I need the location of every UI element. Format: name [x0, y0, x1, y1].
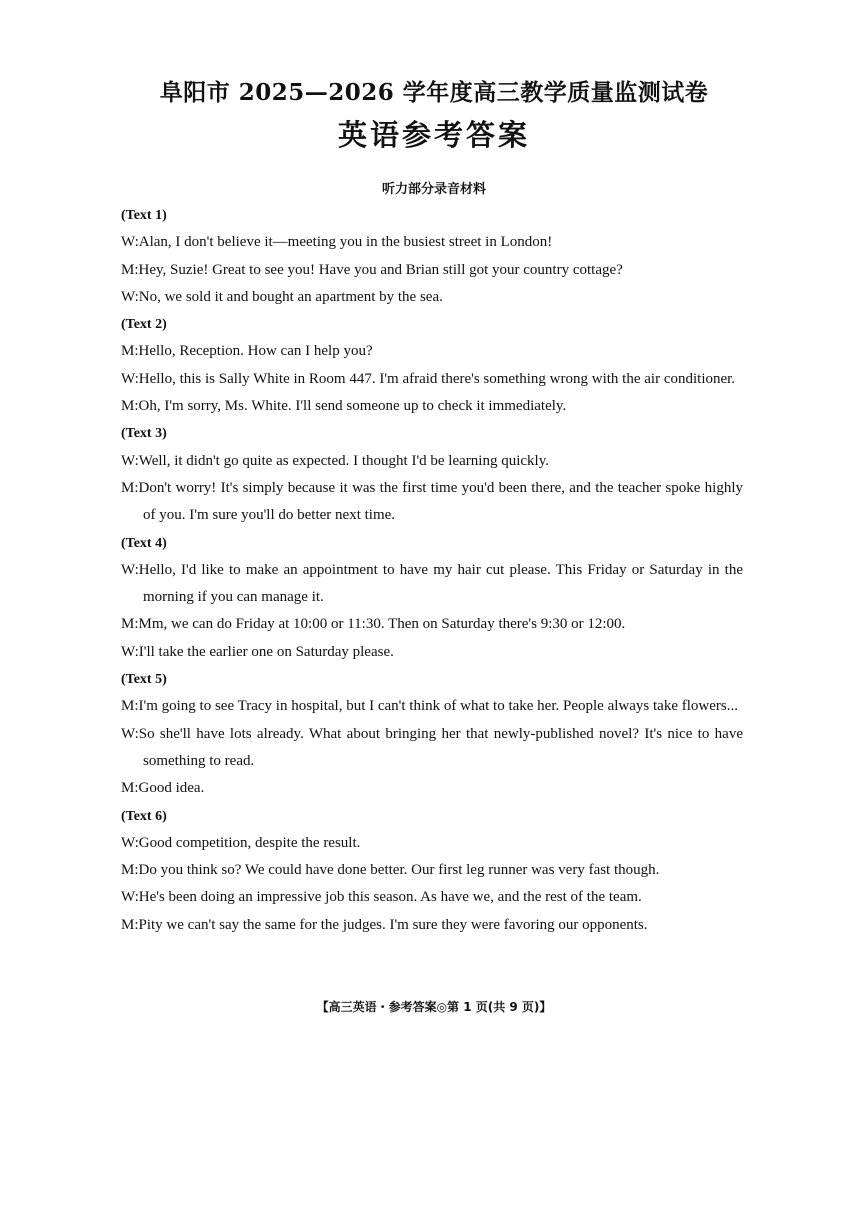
dialogue-line: M:I'm going to see Tracy in hospital, but I can't think of what to take her. People always take flowers... — [121, 698, 738, 715]
text-block — [121, 202, 743, 311]
dialogue-line: W:Hello, this is Sally White in Room 447. I'm afraid there's something wrong with the air conditioner. — [121, 370, 736, 387]
text-label: (Text 3) — [121, 426, 167, 442]
page-footer: 【高三英语・参考答案◎第 1 页(共 9 页)】 — [316, 1000, 552, 1014]
dialogue-line: M:Don't worry! It's simply because it was the first time you'd been there, and the teacher spoke highly of you. I'm sure you'll do better next time. — [121, 479, 743, 524]
text-label: (Text 1) — [121, 208, 167, 223]
text-block — [121, 666, 743, 802]
section-heading: 听力部分录音材料 — [381, 182, 486, 197]
transcript-body — [121, 202, 743, 939]
text-label: (Text 2) — [121, 317, 167, 333]
text-block — [121, 803, 743, 939]
text-label: (Text 4) — [121, 535, 167, 551]
dialogue-line: W:No, we sold it and bought an apartment by the sea. — [121, 288, 443, 305]
dialogue-line: M:Oh, I'm sorry, Ms. White. I'll send someone up to check it immediately. — [121, 398, 567, 415]
dialogue-line: W:He's been doing an impressive job this season. As have we, and the rest of the team. — [121, 889, 642, 906]
dialogue-line: W:Alan, I don't believe it—meeting you in the busiest street in London! — [121, 234, 553, 251]
exam-title: 阜阳市 2025—2026 学年度高三教学质量监测试卷 — [159, 79, 709, 106]
answer-key-title: 英语参考答案 — [337, 118, 530, 152]
dialogue-line: W:Hello, I'd like to make an appointment to have my hair cut please. This Friday or Saturday in the morning if you can manage it. — [121, 561, 743, 606]
text-block — [121, 311, 743, 420]
dialogue-line: W:So she'll have lots already. What about bringing her that newly-published novel? It's nice to have something to read. — [121, 725, 743, 769]
dialogue-line: M:Good idea. — [121, 780, 205, 797]
dialogue-line: W:Good competition, despite the result. — [121, 834, 361, 851]
dialogue-line: M:Hey, Suzie! Great to see you! Have you and Brian still got your country cottage? — [121, 261, 623, 278]
text-label: (Text 6) — [121, 808, 167, 824]
dialogue-line: W:Well, it didn't go quite as expected. I thought I'd be learning quickly. — [121, 452, 549, 469]
dialogue-line: W:I'll take the earlier one on Saturday please. — [121, 643, 394, 660]
dialogue-line: M:Hello, Reception. How can I help you? — [121, 343, 373, 360]
text-label: (Text 5) — [121, 672, 167, 688]
dialogue-line: M:Pity we can't say the same for the judges. I'm sure they were favoring our opponents. — [121, 916, 648, 933]
dialogue-line: M:Do you think so? We could have done better. Our first leg runner was very fast though. — [121, 862, 660, 879]
dialogue-line: M:Mm, we can do Friday at 10:00 or 11:30. Then on Saturday there's 9:30 or 12:00. — [121, 616, 626, 633]
text-block — [121, 420, 743, 529]
text-block — [121, 530, 743, 666]
